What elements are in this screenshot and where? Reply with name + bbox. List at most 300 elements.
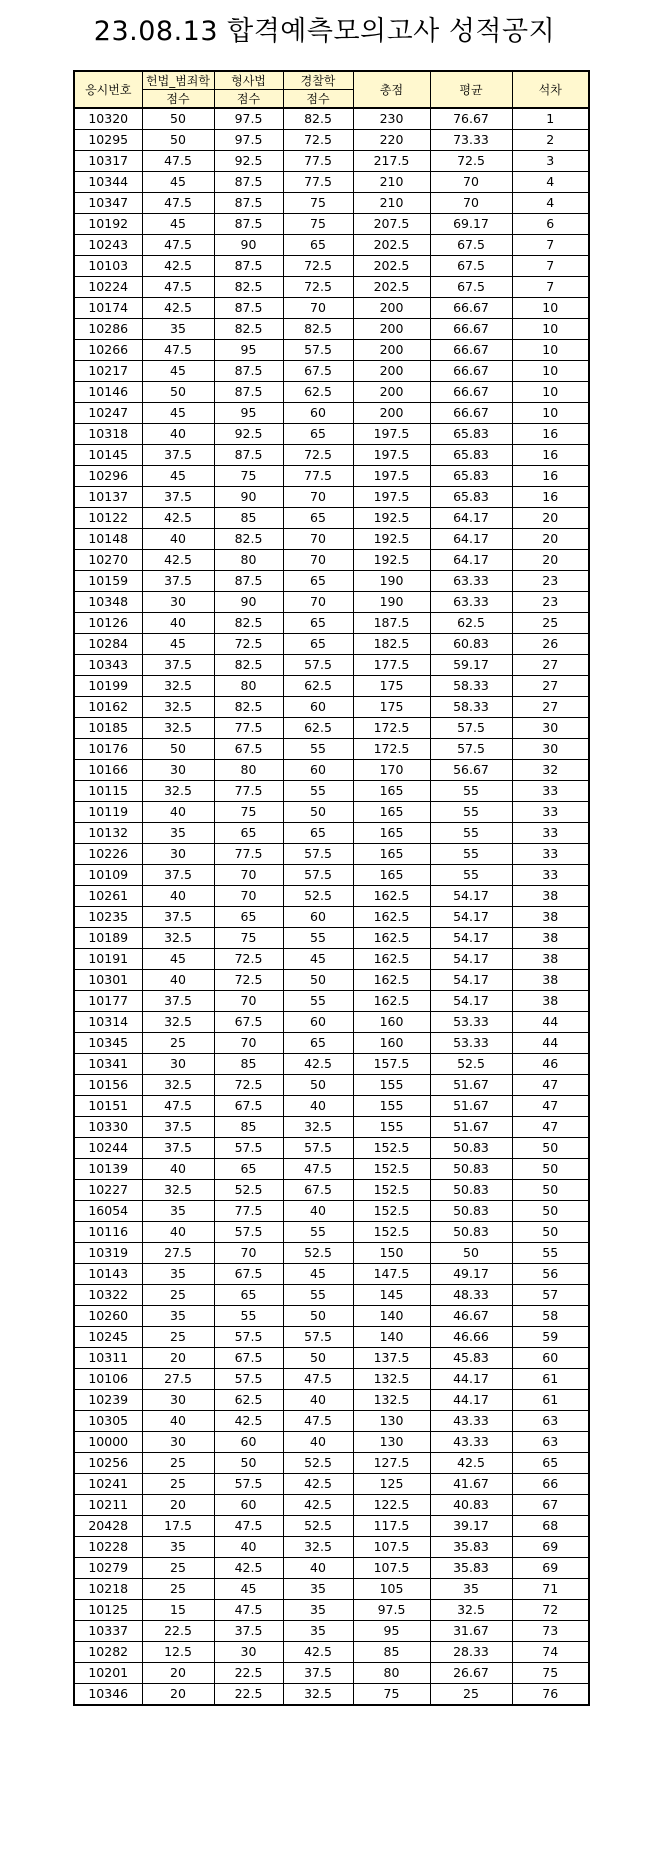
cell-rank: 6 — [512, 214, 589, 235]
cell-subject-3: 37.5 — [283, 1663, 353, 1684]
cell-subject-1: 45 — [142, 361, 214, 382]
cell-average: 42.5 — [430, 1453, 512, 1474]
cell-total: 217.5 — [353, 151, 430, 172]
cell-id: 10314 — [74, 1012, 142, 1033]
cell-id: 10322 — [74, 1285, 142, 1306]
cell-id: 10347 — [74, 193, 142, 214]
cell-subject-3: 75 — [283, 193, 353, 214]
cell-subject-1: 45 — [142, 214, 214, 235]
cell-id: 10244 — [74, 1138, 142, 1159]
cell-subject-3: 60 — [283, 1012, 353, 1033]
cell-id: 10305 — [74, 1411, 142, 1432]
cell-average: 65.83 — [430, 487, 512, 508]
cell-id: 10176 — [74, 739, 142, 760]
table-row — [74, 1558, 589, 1579]
cell-rank: 50 — [512, 1159, 589, 1180]
cell-rank: 1 — [512, 108, 589, 130]
cell-total: 140 — [353, 1306, 430, 1327]
cell-rank: 23 — [512, 592, 589, 613]
cell-subject-1: 27.5 — [142, 1243, 214, 1264]
cell-total: 125 — [353, 1474, 430, 1495]
cell-subject-2: 77.5 — [214, 1201, 283, 1222]
cell-subject-3: 65 — [283, 1033, 353, 1054]
cell-average: 55 — [430, 823, 512, 844]
cell-subject-3: 42.5 — [283, 1495, 353, 1516]
cell-subject-2: 42.5 — [214, 1558, 283, 1579]
cell-rank: 73 — [512, 1621, 589, 1642]
cell-average: 52.5 — [430, 1054, 512, 1075]
cell-id: 10162 — [74, 697, 142, 718]
cell-subject-3: 52.5 — [283, 1516, 353, 1537]
cell-subject-3: 65 — [283, 613, 353, 634]
cell-rank: 30 — [512, 718, 589, 739]
cell-id: 10296 — [74, 466, 142, 487]
cell-average: 56.67 — [430, 760, 512, 781]
cell-subject-1: 30 — [142, 1054, 214, 1075]
cell-total: 85 — [353, 1642, 430, 1663]
cell-subject-1: 45 — [142, 634, 214, 655]
cell-subject-2: 82.5 — [214, 529, 283, 550]
cell-subject-1: 47.5 — [142, 193, 214, 214]
table-row — [74, 1537, 589, 1558]
header-total: 총점 — [353, 71, 430, 108]
table-row — [74, 1684, 589, 1706]
table-row — [74, 802, 589, 823]
cell-rank: 71 — [512, 1579, 589, 1600]
cell-subject-3: 77.5 — [283, 172, 353, 193]
cell-rank: 20 — [512, 550, 589, 571]
cell-rank: 23 — [512, 571, 589, 592]
cell-total: 200 — [353, 361, 430, 382]
cell-subject-1: 25 — [142, 1327, 214, 1348]
cell-subject-3: 57.5 — [283, 1327, 353, 1348]
cell-total: 152.5 — [353, 1159, 430, 1180]
cell-subject-1: 45 — [142, 403, 214, 424]
cell-total: 197.5 — [353, 487, 430, 508]
cell-subject-3: 70 — [283, 298, 353, 319]
cell-id: 10286 — [74, 319, 142, 340]
cell-id: 10243 — [74, 235, 142, 256]
header-average: 평균 — [430, 71, 512, 108]
cell-subject-1: 25 — [142, 1453, 214, 1474]
cell-subject-1: 37.5 — [142, 907, 214, 928]
cell-subject-3: 32.5 — [283, 1684, 353, 1706]
cell-subject-3: 55 — [283, 781, 353, 802]
cell-subject-2: 85 — [214, 1117, 283, 1138]
table-row — [74, 1033, 589, 1054]
cell-id: 10146 — [74, 382, 142, 403]
cell-subject-3: 65 — [283, 634, 353, 655]
cell-subject-1: 32.5 — [142, 676, 214, 697]
cell-total: 190 — [353, 571, 430, 592]
cell-subject-1: 47.5 — [142, 235, 214, 256]
cell-subject-1: 37.5 — [142, 445, 214, 466]
cell-total: 172.5 — [353, 718, 430, 739]
cell-id: 10224 — [74, 277, 142, 298]
cell-id: 10191 — [74, 949, 142, 970]
cell-total: 175 — [353, 697, 430, 718]
cell-id: 10228 — [74, 1537, 142, 1558]
cell-subject-3: 47.5 — [283, 1159, 353, 1180]
cell-subject-3: 65 — [283, 235, 353, 256]
cell-average: 55 — [430, 844, 512, 865]
cell-subject-3: 45 — [283, 1264, 353, 1285]
cell-subject-1: 50 — [142, 739, 214, 760]
cell-rank: 33 — [512, 844, 589, 865]
cell-id: 10148 — [74, 529, 142, 550]
table-row — [74, 1243, 589, 1264]
cell-rank: 33 — [512, 781, 589, 802]
cell-subject-3: 57.5 — [283, 865, 353, 886]
cell-subject-2: 47.5 — [214, 1516, 283, 1537]
cell-subject-2: 82.5 — [214, 697, 283, 718]
cell-rank: 68 — [512, 1516, 589, 1537]
cell-total: 220 — [353, 130, 430, 151]
cell-id: 10139 — [74, 1159, 142, 1180]
cell-rank: 33 — [512, 865, 589, 886]
cell-id: 10318 — [74, 424, 142, 445]
cell-rank: 4 — [512, 172, 589, 193]
cell-rank: 56 — [512, 1264, 589, 1285]
cell-subject-3: 72.5 — [283, 130, 353, 151]
cell-subject-1: 25 — [142, 1474, 214, 1495]
table-row — [74, 466, 589, 487]
cell-subject-2: 80 — [214, 760, 283, 781]
cell-rank: 38 — [512, 991, 589, 1012]
cell-total: 210 — [353, 172, 430, 193]
table-row — [74, 1642, 589, 1663]
cell-average: 58.33 — [430, 697, 512, 718]
cell-subject-3: 42.5 — [283, 1642, 353, 1663]
cell-subject-3: 40 — [283, 1096, 353, 1117]
cell-id: 10199 — [74, 676, 142, 697]
cell-subject-3: 42.5 — [283, 1054, 353, 1075]
cell-rank: 72 — [512, 1600, 589, 1621]
table-row — [74, 907, 589, 928]
cell-average: 43.33 — [430, 1411, 512, 1432]
cell-subject-2: 95 — [214, 340, 283, 361]
cell-id: 10284 — [74, 634, 142, 655]
cell-subject-2: 87.5 — [214, 445, 283, 466]
cell-rank: 26 — [512, 634, 589, 655]
cell-id: 10348 — [74, 592, 142, 613]
cell-subject-1: 37.5 — [142, 865, 214, 886]
table-row — [74, 781, 589, 802]
cell-average: 66.67 — [430, 340, 512, 361]
cell-rank: 69 — [512, 1537, 589, 1558]
cell-rank: 38 — [512, 949, 589, 970]
cell-total: 210 — [353, 193, 430, 214]
cell-subject-1: 32.5 — [142, 1075, 214, 1096]
cell-subject-2: 87.5 — [214, 193, 283, 214]
cell-total: 162.5 — [353, 886, 430, 907]
cell-average: 63.33 — [430, 571, 512, 592]
cell-id: 10189 — [74, 928, 142, 949]
cell-total: 132.5 — [353, 1369, 430, 1390]
cell-subject-1: 42.5 — [142, 508, 214, 529]
cell-id: 10000 — [74, 1432, 142, 1453]
cell-subject-3: 55 — [283, 1222, 353, 1243]
cell-rank: 61 — [512, 1369, 589, 1390]
cell-subject-2: 87.5 — [214, 172, 283, 193]
cell-id: 10346 — [74, 1684, 142, 1706]
cell-subject-2: 70 — [214, 1033, 283, 1054]
header-subject-2: 형사법 — [214, 71, 283, 90]
cell-rank: 32 — [512, 760, 589, 781]
cell-average: 50.83 — [430, 1159, 512, 1180]
cell-subject-3: 62.5 — [283, 718, 353, 739]
cell-average: 67.5 — [430, 235, 512, 256]
table-row — [74, 108, 589, 130]
cell-subject-3: 52.5 — [283, 1243, 353, 1264]
cell-subject-2: 67.5 — [214, 1096, 283, 1117]
cell-subject-3: 57.5 — [283, 340, 353, 361]
cell-subject-3: 70 — [283, 487, 353, 508]
cell-id: 10132 — [74, 823, 142, 844]
cell-id: 10122 — [74, 508, 142, 529]
cell-average: 50 — [430, 1243, 512, 1264]
cell-rank: 44 — [512, 1012, 589, 1033]
cell-subject-1: 30 — [142, 1390, 214, 1411]
cell-total: 162.5 — [353, 991, 430, 1012]
cell-subject-3: 40 — [283, 1558, 353, 1579]
cell-average: 60.83 — [430, 634, 512, 655]
header-score-1: 점수 — [142, 90, 214, 109]
cell-subject-1: 37.5 — [142, 487, 214, 508]
cell-id: 20428 — [74, 1516, 142, 1537]
cell-subject-2: 30 — [214, 1642, 283, 1663]
cell-subject-1: 32.5 — [142, 718, 214, 739]
cell-average: 72.5 — [430, 151, 512, 172]
cell-subject-3: 50 — [283, 1348, 353, 1369]
cell-subject-1: 32.5 — [142, 928, 214, 949]
table-row — [74, 508, 589, 529]
cell-subject-2: 50 — [214, 1453, 283, 1474]
cell-subject-2: 87.5 — [214, 298, 283, 319]
cell-average: 64.17 — [430, 529, 512, 550]
cell-total: 75 — [353, 1684, 430, 1706]
cell-average: 43.33 — [430, 1432, 512, 1453]
cell-total: 202.5 — [353, 256, 430, 277]
cell-rank: 38 — [512, 928, 589, 949]
cell-average: 26.67 — [430, 1663, 512, 1684]
cell-rank: 3 — [512, 151, 589, 172]
cell-subject-2: 87.5 — [214, 382, 283, 403]
cell-rank: 16 — [512, 445, 589, 466]
cell-subject-3: 40 — [283, 1432, 353, 1453]
cell-total: 95 — [353, 1621, 430, 1642]
score-table — [73, 70, 590, 1706]
cell-subject-1: 50 — [142, 108, 214, 130]
cell-subject-3: 50 — [283, 802, 353, 823]
cell-total: 122.5 — [353, 1495, 430, 1516]
cell-id: 10247 — [74, 403, 142, 424]
cell-subject-2: 90 — [214, 592, 283, 613]
table-row — [74, 424, 589, 445]
table-row — [74, 1600, 589, 1621]
cell-subject-1: 47.5 — [142, 277, 214, 298]
table-row — [74, 151, 589, 172]
cell-subject-2: 97.5 — [214, 130, 283, 151]
table-row — [74, 1621, 589, 1642]
cell-average: 50.83 — [430, 1222, 512, 1243]
cell-average: 54.17 — [430, 949, 512, 970]
cell-subject-2: 57.5 — [214, 1369, 283, 1390]
cell-subject-1: 50 — [142, 130, 214, 151]
cell-subject-2: 92.5 — [214, 151, 283, 172]
table-row — [74, 214, 589, 235]
table-row — [74, 298, 589, 319]
cell-subject-3: 52.5 — [283, 1453, 353, 1474]
table-row — [74, 697, 589, 718]
cell-subject-2: 67.5 — [214, 1264, 283, 1285]
cell-rank: 50 — [512, 1180, 589, 1201]
cell-id: 10126 — [74, 613, 142, 634]
cell-rank: 10 — [512, 403, 589, 424]
cell-subject-3: 65 — [283, 424, 353, 445]
cell-rank: 61 — [512, 1390, 589, 1411]
table-row — [74, 1159, 589, 1180]
cell-rank: 76 — [512, 1684, 589, 1706]
cell-subject-1: 37.5 — [142, 655, 214, 676]
cell-average: 65.83 — [430, 466, 512, 487]
cell-subject-2: 65 — [214, 1159, 283, 1180]
cell-subject-1: 37.5 — [142, 991, 214, 1012]
cell-total: 117.5 — [353, 1516, 430, 1537]
cell-subject-3: 72.5 — [283, 277, 353, 298]
cell-total: 197.5 — [353, 424, 430, 445]
cell-subject-1: 32.5 — [142, 781, 214, 802]
cell-rank: 7 — [512, 235, 589, 256]
cell-total: 152.5 — [353, 1138, 430, 1159]
cell-average: 35.83 — [430, 1558, 512, 1579]
cell-subject-2: 85 — [214, 1054, 283, 1075]
cell-subject-1: 40 — [142, 1222, 214, 1243]
cell-total: 197.5 — [353, 466, 430, 487]
cell-id: 16054 — [74, 1201, 142, 1222]
cell-subject-2: 70 — [214, 991, 283, 1012]
cell-subject-2: 52.5 — [214, 1180, 283, 1201]
cell-subject-3: 60 — [283, 760, 353, 781]
cell-average: 66.67 — [430, 319, 512, 340]
cell-subject-1: 32.5 — [142, 1012, 214, 1033]
cell-subject-2: 60 — [214, 1432, 283, 1453]
table-row — [74, 592, 589, 613]
cell-subject-2: 70 — [214, 886, 283, 907]
cell-rank: 16 — [512, 487, 589, 508]
cell-subject-2: 72.5 — [214, 949, 283, 970]
cell-id: 10241 — [74, 1474, 142, 1495]
cell-subject-1: 40 — [142, 1411, 214, 1432]
table-row — [74, 550, 589, 571]
cell-subject-3: 52.5 — [283, 886, 353, 907]
cell-subject-1: 37.5 — [142, 571, 214, 592]
cell-total: 202.5 — [353, 235, 430, 256]
cell-subject-2: 75 — [214, 802, 283, 823]
table-row — [74, 1327, 589, 1348]
cell-subject-1: 40 — [142, 424, 214, 445]
table-row — [74, 760, 589, 781]
cell-rank: 7 — [512, 277, 589, 298]
cell-total: 200 — [353, 298, 430, 319]
cell-subject-1: 35 — [142, 1264, 214, 1285]
cell-total: 130 — [353, 1432, 430, 1453]
cell-subject-2: 57.5 — [214, 1474, 283, 1495]
cell-rank: 27 — [512, 697, 589, 718]
cell-total: 177.5 — [353, 655, 430, 676]
cell-subject-3: 50 — [283, 970, 353, 991]
cell-total: 152.5 — [353, 1222, 430, 1243]
cell-id: 10344 — [74, 172, 142, 193]
cell-average: 54.17 — [430, 991, 512, 1012]
cell-id: 10279 — [74, 1558, 142, 1579]
cell-average: 57.5 — [430, 718, 512, 739]
cell-average: 51.67 — [430, 1117, 512, 1138]
table-row — [74, 193, 589, 214]
cell-subject-2: 60 — [214, 1495, 283, 1516]
cell-rank: 44 — [512, 1033, 589, 1054]
cell-subject-2: 80 — [214, 676, 283, 697]
cell-rank: 10 — [512, 319, 589, 340]
page-title: 23.08.13 합격예측모의고사 성적공지 — [93, 16, 556, 47]
cell-subject-1: 50 — [142, 382, 214, 403]
table-row — [74, 1054, 589, 1075]
cell-subject-3: 70 — [283, 529, 353, 550]
cell-total: 192.5 — [353, 550, 430, 571]
cell-subject-3: 32.5 — [283, 1537, 353, 1558]
cell-id: 10245 — [74, 1327, 142, 1348]
cell-subject-3: 55 — [283, 739, 353, 760]
cell-average: 67.5 — [430, 256, 512, 277]
cell-subject-2: 90 — [214, 235, 283, 256]
cell-subject-3: 70 — [283, 550, 353, 571]
cell-subject-1: 40 — [142, 529, 214, 550]
table-row — [74, 1369, 589, 1390]
cell-subject-3: 72.5 — [283, 445, 353, 466]
cell-average: 69.17 — [430, 214, 512, 235]
cell-subject-2: 65 — [214, 823, 283, 844]
cell-rank: 4 — [512, 193, 589, 214]
cell-id: 10103 — [74, 256, 142, 277]
cell-subject-2: 77.5 — [214, 781, 283, 802]
table-row — [74, 1348, 589, 1369]
table-row — [74, 319, 589, 340]
cell-rank: 30 — [512, 739, 589, 760]
cell-subject-1: 15 — [142, 1600, 214, 1621]
cell-average: 31.67 — [430, 1621, 512, 1642]
cell-rank: 25 — [512, 613, 589, 634]
cell-average: 49.17 — [430, 1264, 512, 1285]
cell-rank: 38 — [512, 907, 589, 928]
cell-average: 35 — [430, 1579, 512, 1600]
cell-subject-2: 22.5 — [214, 1663, 283, 1684]
header-score-2: 점수 — [214, 90, 283, 109]
table-row — [74, 1306, 589, 1327]
table-row — [74, 1474, 589, 1495]
cell-average: 66.67 — [430, 361, 512, 382]
cell-id: 10235 — [74, 907, 142, 928]
cell-subject-2: 75 — [214, 466, 283, 487]
cell-average: 66.67 — [430, 403, 512, 424]
cell-subject-2: 45 — [214, 1579, 283, 1600]
cell-total: 80 — [353, 1663, 430, 1684]
cell-total: 192.5 — [353, 508, 430, 529]
cell-rank: 75 — [512, 1663, 589, 1684]
cell-total: 187.5 — [353, 613, 430, 634]
cell-id: 10137 — [74, 487, 142, 508]
cell-total: 165 — [353, 865, 430, 886]
cell-subject-3: 82.5 — [283, 108, 353, 130]
